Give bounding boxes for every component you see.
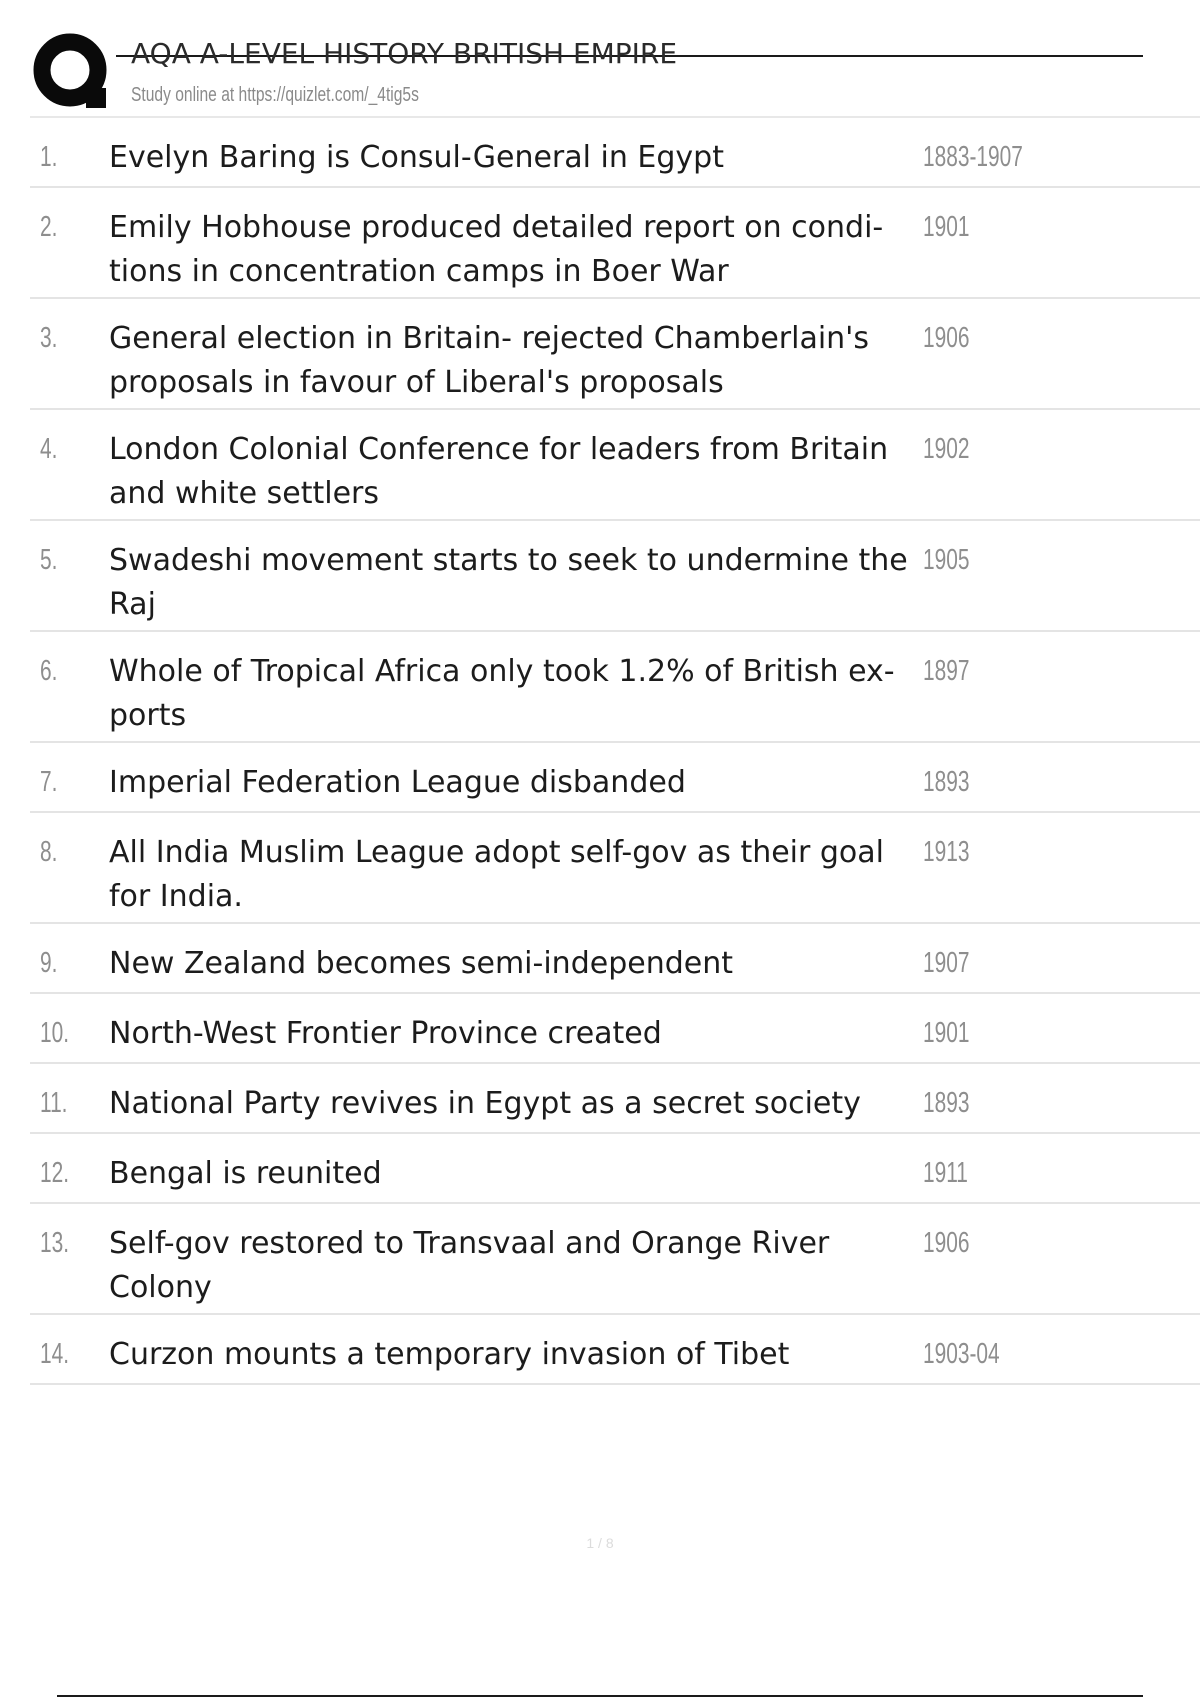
card-term: Curzon mounts a temporary invasion of Tibet: [109, 1337, 790, 1372]
flashcard-row: [30, 1315, 1200, 1385]
card-term: Emily Hobhouse produced detailed report on condi- tions in concentration camps in Boer War: [109, 210, 884, 289]
quizlet-logo-icon: [32, 32, 112, 112]
card-term: National Party revives in Egypt as a secret society: [109, 1086, 861, 1121]
card-term: General election in Britain- rejected Chamberlain's proposals in favour of Liberal's proposals: [109, 321, 870, 400]
card-definition: 1897: [923, 655, 970, 687]
flashcard-row: [30, 743, 1200, 813]
card-term: Imperial Federation League disbanded: [109, 765, 686, 800]
card-number: 10.: [40, 1017, 70, 1049]
flashcard-row: [30, 118, 1200, 188]
card-number: 14.: [40, 1338, 70, 1370]
card-term: Whole of Tropical Africa only took 1.2% of British ex- ports: [109, 654, 895, 733]
card-definition: 1893: [923, 766, 970, 798]
card-definition: 1903-04: [923, 1338, 1000, 1370]
card-term: All India Muslim League adopt self-gov as their goal for India.: [109, 835, 885, 914]
card-number: 3.: [40, 322, 58, 354]
study-online-link[interactable]: Study online at https://quizlet.com/_4tig5s: [131, 84, 419, 106]
card-definition: 1902: [923, 433, 970, 465]
card-definition: 1905: [923, 544, 970, 576]
card-definition: 1893: [923, 1087, 970, 1119]
card-definition: 1913: [923, 836, 970, 868]
card-number: 2.: [40, 211, 58, 243]
flashcard-row: [30, 994, 1200, 1064]
flashcard-row: [30, 410, 1200, 521]
flashcard-row: [30, 924, 1200, 994]
flashcard-list: [30, 116, 1200, 1385]
card-definition: 1901: [923, 211, 970, 243]
card-number: 13.: [40, 1227, 70, 1259]
flashcard-row: [30, 521, 1200, 632]
flashcard-row: [30, 1134, 1200, 1204]
card-number: 1.: [40, 141, 58, 173]
card-number: 12.: [40, 1157, 70, 1189]
card-term: Swadeshi movement starts to seek to undermine the Raj: [109, 543, 908, 622]
card-number: 4.: [40, 433, 58, 465]
document-title: AQA A-LEVEL HISTORY BRITISH EMPIRE: [131, 37, 678, 70]
card-term: Self-gov restored to Transvaal and Orange River Colony: [109, 1226, 830, 1305]
card-term: Bengal is reunited: [109, 1156, 382, 1191]
card-number: 5.: [40, 544, 58, 576]
card-definition: 1883-1907: [923, 141, 1023, 173]
bottom-rule: [57, 1695, 1143, 1697]
flashcard-row: [30, 188, 1200, 299]
flashcard-row: [30, 632, 1200, 743]
flashcard-row: [30, 1064, 1200, 1134]
flashcard-row: [30, 299, 1200, 410]
card-term: New Zealand becomes semi-independent: [109, 946, 733, 981]
card-definition: 1901: [923, 1017, 970, 1049]
card-number: 6.: [40, 655, 58, 687]
flashcard-row: [30, 813, 1200, 924]
card-term: North-West Frontier Province created: [109, 1016, 662, 1051]
card-number: 7.: [40, 766, 58, 798]
card-definition: 1906: [923, 1227, 970, 1259]
card-number: 8.: [40, 836, 58, 868]
flashcard-row: [30, 1204, 1200, 1315]
card-definition: 1906: [923, 322, 970, 354]
card-term: London Colonial Conference for leaders from Britain and white settlers: [109, 432, 889, 511]
card-definition: 1911: [923, 1157, 968, 1189]
card-term: Evelyn Baring is Consul-General in Egypt: [109, 140, 724, 175]
card-number: 11.: [40, 1087, 68, 1119]
card-definition: 1907: [923, 947, 970, 979]
page-number: 1 / 8: [586, 1535, 614, 1551]
card-number: 9.: [40, 947, 58, 979]
